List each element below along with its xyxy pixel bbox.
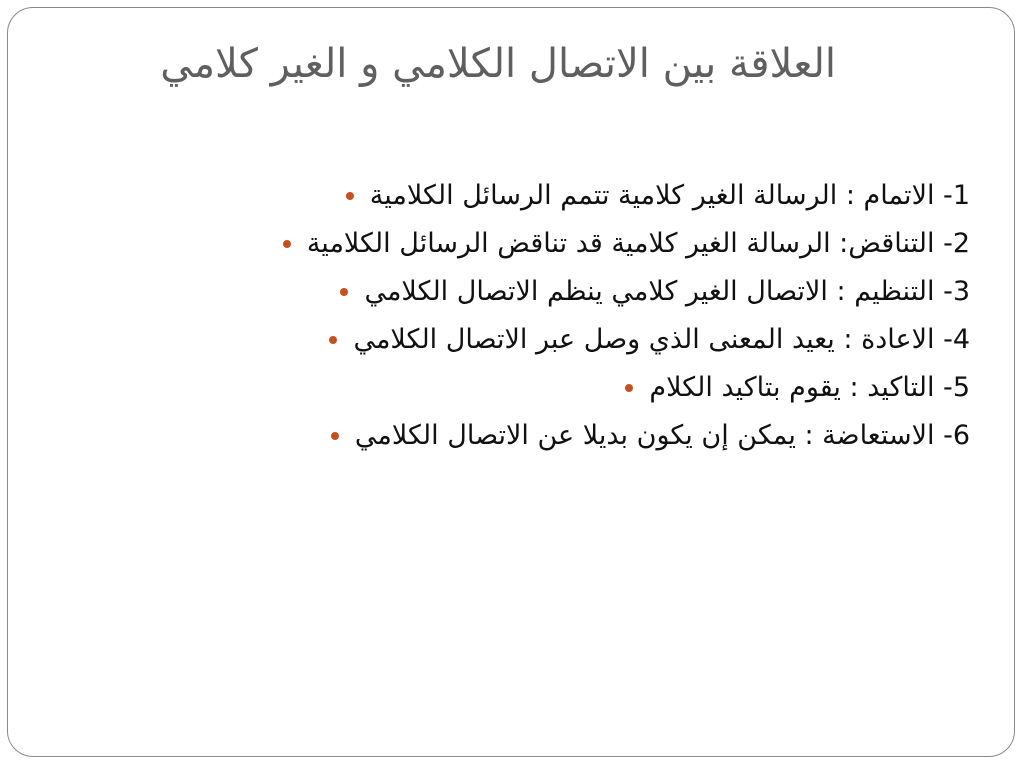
list-item [128, 320, 970, 360]
bullet-dot-icon [346, 192, 354, 200]
bullet-dot-icon [329, 336, 337, 344]
list-item [128, 176, 970, 216]
bullet-dot-icon [625, 384, 633, 392]
list-item [128, 368, 970, 408]
list-item-text: 2- التناقض: الرسالة الغير كلامية قد تناقض الرسائل الكلامية [306, 228, 970, 259]
bullet-dot-icon [283, 240, 291, 248]
bullet-dot-icon [331, 432, 339, 440]
bullet-dot-icon [340, 288, 348, 296]
list-item [128, 272, 970, 312]
list-item-text: 3- التنظيم : الاتصال الغير كلامي ينظم الاتصال الكلامي [364, 276, 970, 307]
list-item-text: 1- الاتمام : الرسالة الغير كلامية تتمم الرسائل الكلامية [369, 180, 970, 211]
list-item-text: 6- الاستعاضة : يمكن إن يكون بديلا عن الاتصال الكلامي [354, 420, 970, 451]
list-item-text: 5- التاكيد : يقوم بتاكيد الكلام [649, 372, 970, 403]
slide-title: العلاقة بين الاتصال الكلامي و الغير كلامي [160, 41, 836, 87]
list-item-text: 4- الاعادة : يعيد المعنى الذي وصل عبر الاتصال الكلامي [353, 324, 970, 355]
list-item [128, 224, 970, 264]
slide-content [128, 176, 970, 464]
list-item [128, 416, 970, 456]
bullet-list [128, 176, 970, 456]
slide-frame [7, 7, 1015, 757]
